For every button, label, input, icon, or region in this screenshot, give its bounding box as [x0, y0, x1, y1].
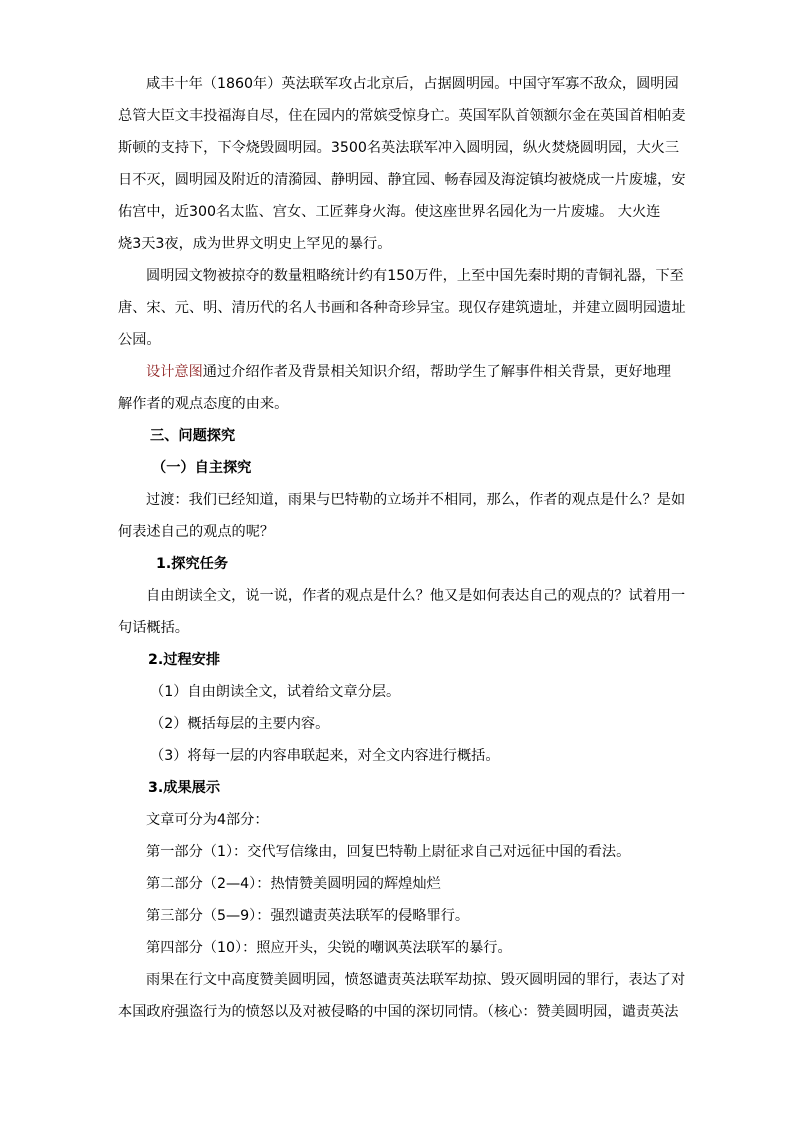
design-intent-label: 设计意图 [146, 364, 203, 380]
design-intent-line-1 [146, 362, 671, 382]
paragraph-1-line-3: 斯顿的支持下，下令烧毁圆明园。3500名英法联军冲入圆明园，纵火焚烧圆明园，大火三 [118, 140, 680, 156]
transition-line-1: 过渡：我们已经知道，雨果与巴特勒的立场并不相同，那么，作者的观点是什么？是如 [146, 492, 686, 508]
design-intent-line-2: 解作者的观点态度的由来。 [118, 396, 289, 412]
process-heading: 2.过程安排 [148, 652, 221, 668]
process-item-1: （1）自由朗读全文，试着给文章分层。 [150, 684, 401, 700]
section-3-heading: 三、问题探究 [150, 428, 236, 444]
process-item-3: （3）将每一层的内容串联起来，对全文内容进行概括。 [150, 748, 500, 764]
paragraph-1-line-6: 烧3天3夜，成为世界文明史上罕见的暴行。 [118, 236, 392, 252]
paragraph-2-line-1: 圆明园文物被掠夺的数量粗略统计约有150万件，上至中国先秦时期的青铜礼器，下至 [146, 268, 684, 284]
part-3: 第三部分（5—9）：强烈谴责英法联军的侵略罪行。 [146, 908, 470, 924]
transition-line-2: 何表述自己的观点的呢？ [118, 524, 275, 540]
part-1: 第一部分（1）：交代写信缘由，回复巴特勒上尉征求自己对远征中国的看法。 [146, 844, 631, 860]
task-line-2: 句话概括。 [118, 620, 189, 636]
result-intro: 文章可分为4部分： [146, 812, 269, 828]
paragraph-2-line-3: 公园。 [118, 332, 161, 348]
process-item-2: （2）概括每层的主要内容。 [150, 716, 330, 732]
design-intent-text: 通过介绍作者及背景相关知识介绍，帮助学生了解事件相关背景，更好地理 [202, 364, 671, 380]
paragraph-1-line-4: 日不灭，圆明园及附近的清漪园、静明园、静宜园、畅春园及海淀镇均被烧成一片废墟，安 [118, 172, 686, 188]
paragraph-1-line-1: 咸丰十年（1860年）英法联军攻占北京后，占据圆明园。中国守军寡不敌众，圆明园 [146, 76, 679, 92]
task-heading: 1.探究任务 [156, 556, 229, 572]
subsection-1-heading: （一）自主探究 [152, 460, 252, 476]
paragraph-2-line-2: 唐、宋、元、明、清历代的名人书画和各种奇珍异宝。现仅存建筑遗址，并建立圆明园遗址 [118, 300, 686, 316]
conclusion-line-1: 雨果在行文中高度赞美圆明园，愤怒谴责英法联军劫掠、毁灭圆明园的罪行，表达了对 [146, 972, 686, 988]
result-heading: 3.成果展示 [148, 780, 221, 796]
task-line-1: 自由朗读全文，说一说，作者的观点是什么？他又是如何表达自己的观点的？试着用一 [146, 588, 686, 604]
conclusion-line-2: 本国政府强盗行为的愤怒以及对被侵略的中国的深切同情。（核心：赞美圆明园，谴责英法 [118, 1004, 679, 1020]
paragraph-1-line-5: 佑宫中，近300名太监、宫女、工匠葬身火海。使这座世界名园化为一片废墟。 大火连 [118, 204, 661, 220]
part-2: 第二部分（2—4）：热情赞美圆明园的辉煌灿烂 [146, 876, 441, 892]
paragraph-1-line-2: 总管大臣文丰投福海自尽，住在园内的常嫔受惊身亡。英国军队首领额尔金在英国首相帕麦 [118, 108, 686, 124]
part-4: 第四部分（10）：照应开头，尖锐的嘲讽英法联军的暴行。 [146, 940, 512, 956]
